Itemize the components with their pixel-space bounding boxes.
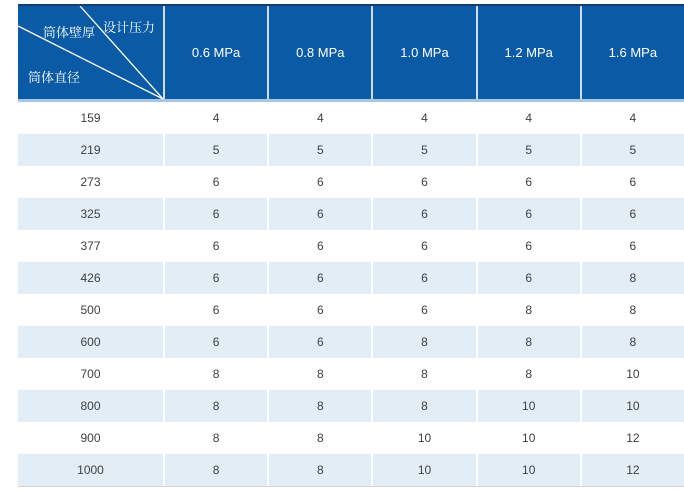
- thickness-value-cell: 6: [371, 294, 475, 326]
- thickness-value-cell: 8: [371, 326, 475, 358]
- thickness-value-cell: 6: [580, 230, 684, 262]
- thickness-value-cell: 5: [371, 134, 475, 166]
- thickness-value-cell: 5: [267, 134, 371, 166]
- thickness-value-cell: 6: [371, 262, 475, 294]
- thickness-value-cell: 6: [580, 198, 684, 230]
- thickness-value-cell: 6: [371, 230, 475, 262]
- table-row: [18, 358, 684, 390]
- thickness-value-cell: 6: [163, 166, 267, 198]
- thickness-value-cell: 6: [163, 198, 267, 230]
- thickness-value-cell: 6: [163, 262, 267, 294]
- table-row: [18, 326, 684, 358]
- thickness-value-cell: 8: [163, 454, 267, 486]
- thickness-value-cell: 10: [580, 358, 684, 390]
- table-row: [18, 166, 684, 198]
- thickness-value-cell: 6: [267, 294, 371, 326]
- thickness-value-cell: 4: [267, 102, 371, 134]
- thickness-value-cell: 5: [476, 134, 580, 166]
- thickness-value-cell: 6: [476, 198, 580, 230]
- thickness-value-cell: 8: [371, 390, 475, 422]
- thickness-value-cell: 6: [476, 262, 580, 294]
- table-row: [18, 390, 684, 422]
- thickness-value-cell: 8: [580, 326, 684, 358]
- table-row: [18, 198, 684, 230]
- row-diameter-cell: 600: [18, 326, 163, 358]
- table-bottom-border: [18, 486, 684, 487]
- corner-cell: [18, 6, 163, 99]
- thickness-value-cell: 8: [476, 358, 580, 390]
- column-header-0.8mpa: 0.8 MPa: [267, 6, 371, 99]
- thickness-value-cell: 8: [267, 358, 371, 390]
- thickness-value-cell: 6: [267, 262, 371, 294]
- thickness-value-cell: 6: [476, 166, 580, 198]
- thickness-value-cell: 5: [163, 134, 267, 166]
- corner-label-design-pressure: 设计压力: [103, 20, 156, 35]
- row-diameter-cell: 219: [18, 134, 163, 166]
- table-row: [18, 134, 684, 166]
- column-header-0.6mpa: 0.6 MPa: [163, 6, 267, 99]
- thickness-value-cell: 6: [267, 166, 371, 198]
- thickness-value-cell: 10: [476, 422, 580, 454]
- thickness-value-cell: 12: [580, 422, 684, 454]
- thickness-value-cell: 6: [267, 230, 371, 262]
- column-header-1.6mpa: 1.6 MPa: [580, 6, 684, 99]
- thickness-value-cell: 12: [580, 454, 684, 486]
- column-header-1.0mpa: 1.0 MPa: [371, 6, 475, 99]
- thickness-value-cell: 4: [371, 102, 475, 134]
- corner-label-wall-thickness: 筒体壁厚: [43, 25, 96, 40]
- row-diameter-cell: 273: [18, 166, 163, 198]
- thickness-value-cell: 6: [267, 198, 371, 230]
- thickness-value-cell: 10: [476, 454, 580, 486]
- row-diameter-cell: 700: [18, 358, 163, 390]
- thickness-value-cell: 10: [371, 454, 475, 486]
- table-row: [18, 294, 684, 326]
- thickness-value-cell: 6: [163, 326, 267, 358]
- thickness-value-cell: 8: [267, 422, 371, 454]
- thickness-value-cell: 4: [476, 102, 580, 134]
- corner-label-diameter: 筒体直径: [28, 70, 81, 85]
- thickness-value-cell: 4: [580, 102, 684, 134]
- thickness-value-cell: 10: [580, 390, 684, 422]
- thickness-value-cell: 6: [267, 326, 371, 358]
- thickness-value-cell: 6: [476, 230, 580, 262]
- thickness-value-cell: 6: [163, 230, 267, 262]
- column-header-1.2mpa: 1.2 MPa: [476, 6, 580, 99]
- table-row: [18, 102, 684, 134]
- thickness-value-cell: 8: [267, 454, 371, 486]
- table-row: [18, 454, 684, 486]
- thickness-value-cell: 4: [163, 102, 267, 134]
- table-row: [18, 262, 684, 294]
- thickness-value-cell: 8: [163, 358, 267, 390]
- wall-thickness-table: [18, 4, 684, 487]
- thickness-value-cell: 8: [163, 390, 267, 422]
- row-diameter-cell: 426: [18, 262, 163, 294]
- thickness-value-cell: 10: [476, 390, 580, 422]
- thickness-value-cell: 6: [580, 166, 684, 198]
- thickness-value-cell: 8: [476, 294, 580, 326]
- thickness-value-cell: 6: [163, 294, 267, 326]
- table-header-row: [18, 4, 684, 99]
- thickness-value-cell: 6: [371, 198, 475, 230]
- row-diameter-cell: 800: [18, 390, 163, 422]
- row-diameter-cell: 500: [18, 294, 163, 326]
- thickness-value-cell: 8: [580, 262, 684, 294]
- thickness-value-cell: 8: [476, 326, 580, 358]
- table-row: [18, 230, 684, 262]
- table-body: [18, 102, 684, 486]
- thickness-value-cell: 8: [163, 422, 267, 454]
- row-diameter-cell: 377: [18, 230, 163, 262]
- thickness-value-cell: 6: [371, 166, 475, 198]
- thickness-value-cell: 10: [371, 422, 475, 454]
- row-diameter-cell: 1000: [18, 454, 163, 486]
- row-diameter-cell: 159: [18, 102, 163, 134]
- thickness-value-cell: 8: [580, 294, 684, 326]
- thickness-value-cell: 8: [267, 390, 371, 422]
- table-row: [18, 422, 684, 454]
- row-diameter-cell: 325: [18, 198, 163, 230]
- thickness-value-cell: 5: [580, 134, 684, 166]
- row-diameter-cell: 900: [18, 422, 163, 454]
- thickness-value-cell: 8: [371, 358, 475, 390]
